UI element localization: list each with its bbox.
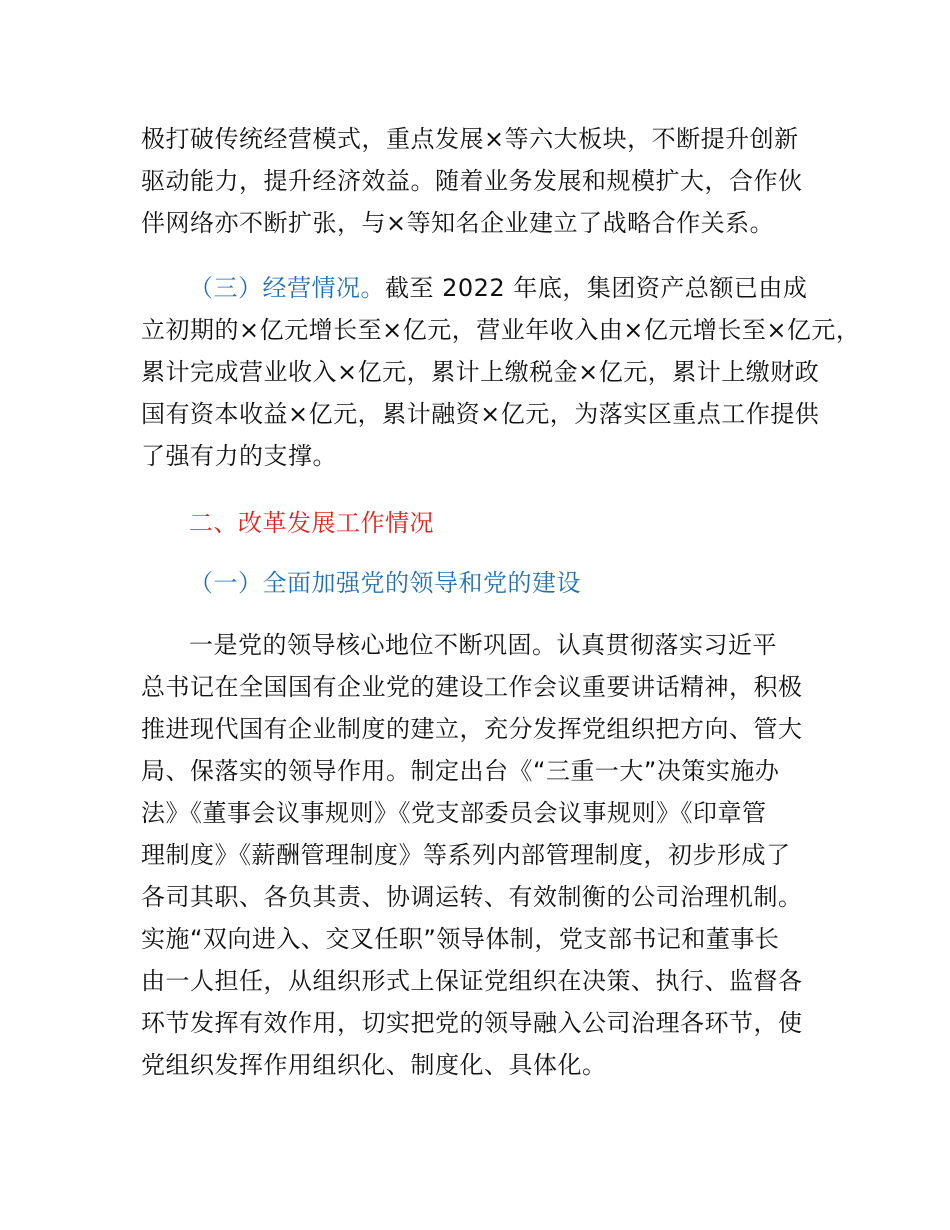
paragraph-operations bbox=[141, 267, 861, 477]
text-line: 驱动能力，提升经济效益。随着业务发展和规模扩大，合作伙 bbox=[141, 167, 803, 195]
paragraph-party-leadership bbox=[141, 624, 841, 1086]
subsection-heading-text: （一）全面加强党的领导和党的建设 bbox=[189, 569, 581, 597]
text-line: 法》《董事会议事规则》《党支部委员会议事规则》《印章管 bbox=[141, 799, 767, 827]
text-line: 了强有力的支撑。 bbox=[141, 442, 337, 470]
text-line: 推进现代国有企业制度的建立，充分发挥党组织把方向、管大 bbox=[141, 715, 803, 743]
text-line: 累计完成营业收入×亿元，累计上缴税金×亿元，累计上缴财政 bbox=[141, 358, 820, 386]
text-line: 环节发挥有效作用，切实把党的领导融入公司治理各环节，使 bbox=[141, 1009, 803, 1037]
text-line: 各司其职、各负其责、协调运转、有效制衡的公司治理机制。 bbox=[141, 883, 803, 911]
text-line: 极打破传统经营模式，重点发展×等六大板块，不断提升创新 bbox=[141, 125, 799, 153]
text-line: 党组织发挥作用组织化、制度化、具体化。 bbox=[141, 1051, 607, 1079]
subsection-heading bbox=[141, 562, 841, 604]
text-fragment: 截至 2022 年底，集团资产总额已由成 bbox=[385, 274, 808, 302]
text-line bbox=[141, 267, 841, 309]
section-heading bbox=[141, 502, 841, 544]
text-line: 立初期的×亿元增长至×亿元，营业年收入由×亿元增长至×亿元， bbox=[141, 316, 861, 344]
paragraph-business-model bbox=[141, 118, 841, 244]
text-line: 一是党的领导核心地位不断巩固。认真贯彻落实习近平 bbox=[189, 631, 777, 659]
text-line: 局、保落实的领导作用。制定出台《“三重一大”决策实施办 bbox=[141, 757, 780, 785]
text-line: 总书记在全国国有企业党的建设工作会议重要讲话精神，积极 bbox=[141, 673, 803, 701]
text-line: 理制度》《薪酬管理制度》等系列内部管理制度，初步形成了 bbox=[141, 841, 791, 869]
text-line: 实施“双向进入、交叉任职”领导体制，党支部书记和董事长 bbox=[141, 925, 780, 953]
subheading-operations: （三）经营情况。 bbox=[189, 274, 385, 302]
section-heading-text: 二、改革发展工作情况 bbox=[189, 509, 434, 537]
text-line: 国有资本收益×亿元，累计融资×亿元，为落实区重点工作提供 bbox=[141, 400, 820, 428]
text-line: 由一人担任，从组织形式上保证党组织在决策、执行、监督各 bbox=[141, 967, 803, 995]
text-line: 伴网络亦不断扩张，与×等知名企业建立了战略合作关系。 bbox=[141, 209, 775, 237]
